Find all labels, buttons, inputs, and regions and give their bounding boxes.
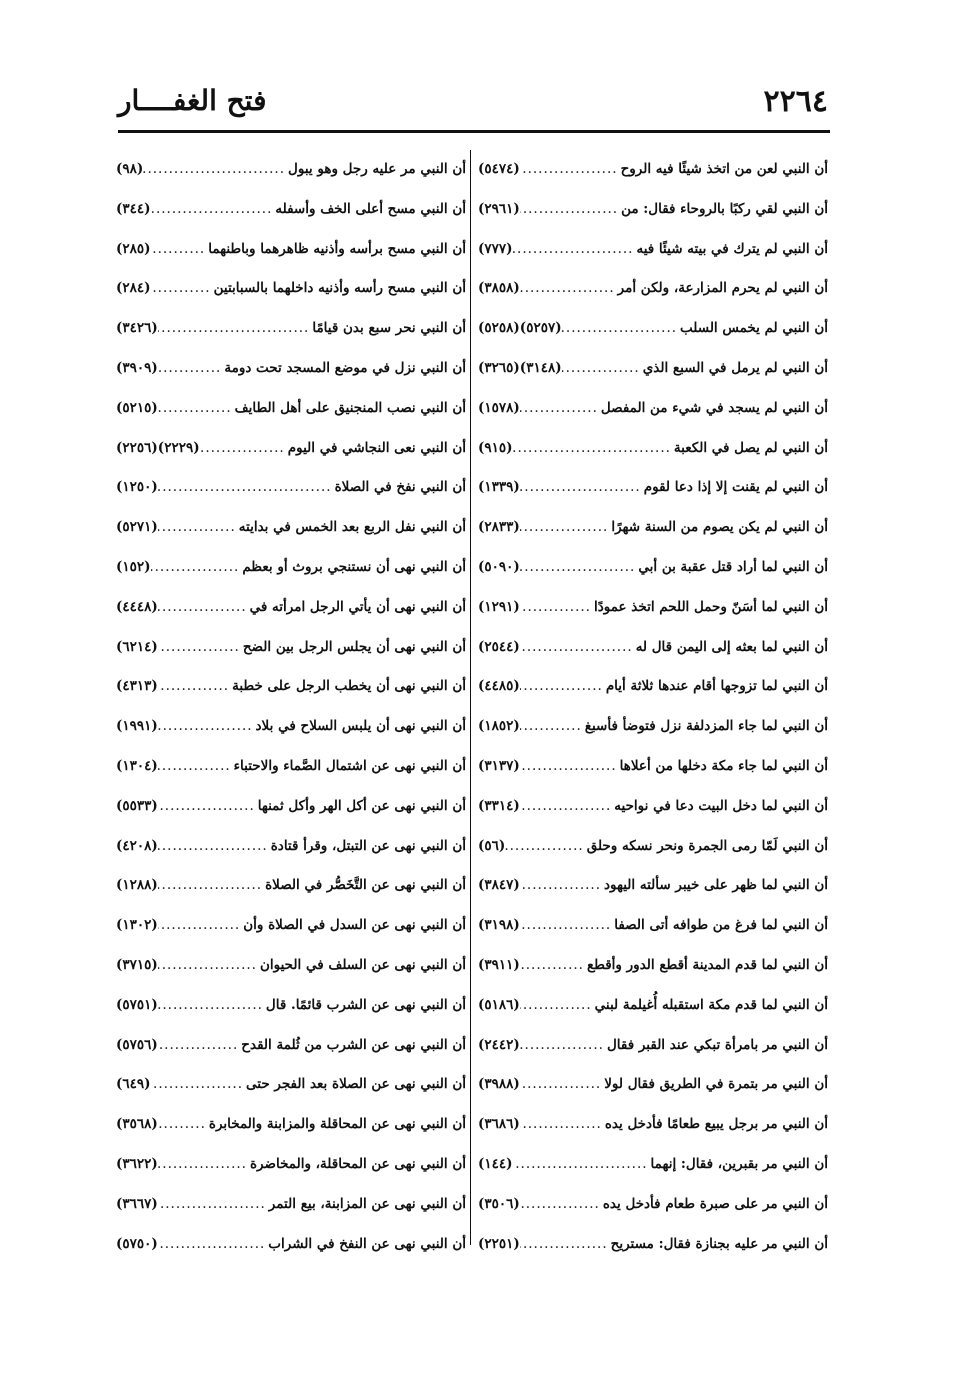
- page-number: ٢٢٦٤: [763, 84, 828, 119]
- leader-dots: [520, 468, 644, 508]
- entry-reference: (٣٨٤٧): [478, 877, 520, 894]
- entry-text: أن النبي نفل الربع بعد الخمس في بدايته: [238, 519, 466, 536]
- entry-text: أن النبي لم يرمل في السبع الذي: [642, 359, 828, 376]
- index-entry: [478, 588, 828, 628]
- entry-reference: (٥٧٥١): [116, 996, 158, 1013]
- entry-reference: (١٢٥٠): [116, 479, 158, 496]
- entry-reference: (٣٣١٤): [478, 797, 520, 814]
- index-entry: [116, 230, 466, 270]
- leader-dots: [158, 827, 271, 867]
- entry-text: أن النبي نهى عن الشرب من ثُلمة القدح: [241, 1036, 466, 1053]
- entry-reference: (١٥٧٨): [478, 399, 520, 416]
- index-entry: [116, 946, 466, 986]
- entry-reference: (٣٦٢٢): [116, 1155, 158, 1172]
- index-entry: [116, 389, 466, 429]
- leader-dots: [520, 588, 594, 628]
- leader-dots: [520, 389, 601, 429]
- entry-reference: (٥٧٥٦): [116, 1036, 158, 1053]
- leader-dots: [513, 429, 674, 469]
- entry-text: أن النبي لما أسَنّ وحمل اللحم اتخذ عمودًا: [593, 598, 828, 615]
- leader-dots: [158, 389, 235, 429]
- leader-dots: [158, 747, 234, 787]
- leader-dots: [562, 349, 643, 389]
- entry-reference: (٧٧٧): [478, 240, 513, 257]
- leader-dots: [158, 667, 232, 707]
- leader-dots: [520, 1105, 605, 1145]
- entry-reference: (١٣٠٤): [116, 757, 158, 774]
- index-entry: [116, 1145, 466, 1185]
- leader-dots: [520, 269, 618, 309]
- index-entry: [116, 827, 466, 867]
- entry-text: أن النبي نهى أن يلبس السلاح في بلاد: [255, 718, 466, 735]
- leader-dots: [520, 906, 614, 946]
- entry-text: أن النبي نهى عن المحاقلة والمزابنة والمخابرة: [208, 1116, 466, 1133]
- entry-text: أن النبي لقي ركبًا بالروحاء فقال: من: [621, 200, 828, 217]
- entry-reference: (٣٤٤): [116, 200, 151, 217]
- leader-dots: [151, 190, 276, 230]
- leader-dots: [520, 1026, 607, 1066]
- entry-text: أن النبي نهى أن يجلس الرجل بين الضح: [242, 638, 466, 655]
- index-entry: [478, 508, 828, 548]
- index-entry: [478, 1026, 828, 1066]
- index-entry: [478, 389, 828, 429]
- entry-text: أن النبي لما ظهر على خيبر سألته اليهود: [604, 877, 828, 894]
- entry-reference: (٣١٤٨)(٣٢٦٥): [478, 359, 562, 376]
- entry-reference: (٥٧٥٠): [116, 1235, 158, 1252]
- index-entry: [116, 1026, 466, 1066]
- index-entry: [116, 349, 466, 389]
- entry-text: أن النبي نهى عن التبتل، وقرأ قتادة: [270, 837, 466, 854]
- index-entry: [116, 1065, 466, 1105]
- entry-reference: (١٢٨٨): [116, 877, 158, 894]
- leader-dots: [158, 986, 266, 1026]
- entry-reference: (٣٨٥٨): [478, 280, 520, 297]
- entry-reference: (٣٩٨٨): [478, 1076, 520, 1093]
- entry-reference: (٣٥٠٦): [478, 1195, 520, 1212]
- index-entry: [478, 150, 828, 190]
- entry-text: أن النبي لم يحرم المزارعة، ولكن أمر: [617, 280, 828, 297]
- entry-reference: (٤٤٨٥): [478, 678, 520, 695]
- entry-text: أن النبي لما جاء مكة دخلها من أعلاها: [619, 757, 828, 774]
- entry-text: أن النبي لما أراد قتل عقبة بن أبي: [638, 558, 828, 575]
- leader-dots: [158, 468, 335, 508]
- entry-text: أن النبي نزل في موضع المسجد تحت دومة: [224, 359, 466, 376]
- index-entry: [478, 548, 828, 588]
- entry-text: أن النبي مر عليه بجنازة فقال: مستريح: [610, 1235, 828, 1252]
- index-entry: [478, 349, 828, 389]
- entry-reference: (٤٤٤٨): [116, 598, 158, 615]
- leader-dots: [520, 866, 604, 906]
- leader-dots: [520, 190, 621, 230]
- entry-text: أن النبي نهى عن اشتمال الصَّماء والاحتباء: [233, 757, 466, 774]
- index-entry: [116, 1225, 466, 1265]
- index-entry: [116, 309, 466, 349]
- entry-text: أن النبي لم يصل في الكعبة: [673, 439, 828, 456]
- entry-reference: (٢٨٣٣): [478, 519, 520, 536]
- page-header: [118, 80, 828, 130]
- index-entry: [116, 667, 466, 707]
- leader-dots: [520, 747, 620, 787]
- index-entry: [116, 468, 466, 508]
- index-entry: [116, 548, 466, 588]
- entry-reference: (٥٥٣٣): [116, 797, 158, 814]
- entry-reference: (٥١٨٦): [478, 996, 520, 1013]
- entry-text: أن النبي لما بعثه إلى اليمن قال له: [635, 638, 828, 655]
- book-title: فتح الغفــــار: [118, 84, 267, 117]
- entry-reference: (٦٤٩): [116, 1076, 151, 1093]
- index-entry: [116, 190, 466, 230]
- entry-reference: (٢٢٢٩)(٢٢٥٦): [116, 439, 200, 456]
- entry-text: أن النبي لم يخمس السلب: [680, 320, 828, 337]
- entry-reference: (٣٧١٥): [116, 956, 158, 973]
- entry-text: أن النبي نصب المنجنيق على أهل الطايف: [234, 399, 466, 416]
- entry-text: أن النبي نفخ في الصلاة: [334, 479, 466, 496]
- leader-dots: [151, 548, 243, 588]
- entry-text: أن النبي نهى أن يخطب الرجل على خطبة: [232, 678, 466, 695]
- entry-reference: (٣٩٠٩): [116, 359, 158, 376]
- index-column-right: [478, 150, 828, 1264]
- leader-dots: [158, 628, 243, 668]
- entry-text: أن النبي نهى عن التَّخَصُّر في الصلاة: [265, 877, 466, 894]
- entry-text: أن النبي لم يقنت إلا إذا دعا لقوم: [643, 479, 828, 496]
- leader-dots: [158, 1225, 269, 1265]
- entry-reference: (١٢٩١): [478, 598, 520, 615]
- entry-reference: (٢٤٤٢): [478, 1036, 520, 1053]
- entry-text: أن النبي مسح رأسه وأذنيه داخلهما بالسبابتين: [213, 280, 466, 297]
- entry-reference: (٥٢٥٧)(٥٢٥٨): [478, 320, 562, 337]
- entry-text: أن النبي مسح أعلى الخف وأسفله: [275, 200, 466, 217]
- entry-reference: (٢٨٥): [116, 240, 151, 257]
- entry-reference: (٣٦٨٦): [478, 1116, 520, 1133]
- leader-dots: [200, 429, 288, 469]
- leader-dots: [520, 787, 614, 827]
- leader-dots: [520, 1065, 604, 1105]
- entry-text: أن النبي مر عليه رجل وهو يبول: [288, 161, 466, 177]
- leader-dots: [520, 986, 595, 1026]
- index-entry: [478, 309, 828, 349]
- index-entry: [116, 508, 466, 548]
- index-entry: [478, 946, 828, 986]
- index-entry: [478, 667, 828, 707]
- entry-text: أن النبي نهى عن المحاقلة، والمخاضرة: [249, 1155, 466, 1172]
- entry-text: أن النبي لم يترك في بيته شيئًا فيه: [636, 240, 828, 257]
- entry-reference: (١٨٥٢): [478, 718, 520, 735]
- entry-text: أن النبي لَمّا رمى الجمرة ونحر نسكه وحلق: [586, 837, 828, 854]
- entry-text: أن النبي لما فرغ من طوافه أتى الصفا: [614, 917, 828, 934]
- index-entry: [478, 866, 828, 906]
- leader-dots: [158, 349, 225, 389]
- index-entry: [478, 787, 828, 827]
- entry-text: أن النبي نهى عن المزابنة، بيع التمر: [268, 1195, 466, 1212]
- index-entry: [478, 1065, 828, 1105]
- index-entry: [478, 468, 828, 508]
- entry-reference: (٥٦): [478, 837, 506, 854]
- entry-text: أن النبي نهى عن الشرب قائمًا. قال: [265, 996, 466, 1013]
- entry-text: أن النبي نهى عن النفخ في الشراب: [268, 1235, 466, 1252]
- entry-reference: (٩١٥): [478, 439, 513, 456]
- entry-reference: (٣١٣٧): [478, 757, 520, 774]
- index-entry: [116, 986, 466, 1026]
- entry-reference: (٤٢٠٨): [116, 837, 158, 854]
- entry-reference: (٥٢١٥): [116, 399, 158, 416]
- index-entry: [478, 1105, 828, 1145]
- leader-dots: [151, 230, 209, 270]
- entry-reference: (١٣٠٢): [116, 917, 158, 934]
- index-entry: [116, 866, 466, 906]
- index-entry: [478, 1225, 828, 1265]
- index-entry: [478, 986, 828, 1026]
- index-entry: [116, 1105, 466, 1145]
- entry-text: أن النبي نحر سبع بدن قيامًا: [312, 320, 466, 337]
- index-entry: [116, 707, 466, 747]
- index-entry: [478, 230, 828, 270]
- entry-text: أن النبي لم يسجد في شيء من المفصل: [600, 399, 828, 416]
- index-entry: [478, 906, 828, 946]
- index-entry: [478, 429, 828, 469]
- entry-text: أن النبي مسح برأسه وأذنيه ظاهرهما وباطنهما: [208, 240, 466, 257]
- entry-text: أن النبي نهى عن أكل الهر وأكل ثمنها: [257, 797, 466, 814]
- leader-dots: [158, 309, 313, 349]
- entry-text: أن النبي مر على صبرة طعام فأدخل يده: [602, 1195, 828, 1212]
- entry-reference: (١٩٩١): [116, 718, 158, 735]
- index-entry: [116, 787, 466, 827]
- leader-dots: [158, 1026, 241, 1066]
- leader-dots: [158, 906, 243, 946]
- index-entry: [478, 827, 828, 867]
- leader-dots: [158, 866, 265, 906]
- column-divider: [470, 150, 471, 1245]
- entry-reference: (٢٨٤): [116, 280, 151, 297]
- entry-text: أن النبي نهى أن يأتي الرجل امرأته في: [249, 598, 466, 615]
- index-entry: [116, 150, 466, 190]
- entry-reference: (٩٨): [116, 161, 144, 177]
- leader-dots: [520, 1225, 611, 1265]
- leader-dots: [158, 787, 258, 827]
- entry-text: أن النبي مر بتمرة في الطريق فقال لولا: [604, 1076, 828, 1093]
- leader-dots: [158, 1185, 269, 1225]
- leader-dots: [158, 508, 239, 548]
- entry-reference: (٣٩١١): [478, 956, 520, 973]
- leader-dots: [562, 309, 680, 349]
- entry-reference: (٦٢١٤): [116, 638, 158, 655]
- entry-reference: (٤٣١٣): [116, 678, 158, 695]
- entry-reference: (٣٥٦٨): [116, 1116, 158, 1133]
- leader-dots: [520, 1185, 603, 1225]
- index-entry: [116, 1185, 466, 1225]
- entry-text: أن النبي نعى النجاشي في اليوم: [287, 439, 466, 456]
- entry-reference: (٥٤٧٤): [478, 161, 520, 177]
- leader-dots: [520, 628, 636, 668]
- entry-reference: (٣٦٦٧): [116, 1195, 158, 1212]
- index-entry: [116, 628, 466, 668]
- index-entry: [116, 747, 466, 787]
- entry-text: أن النبي لما دخل البيت دعا في نواحيه: [614, 797, 828, 814]
- leader-dots: [143, 150, 288, 190]
- entry-text: أن النبي نهى عن السدل في الصلاة وأن: [243, 917, 466, 934]
- leader-dots: [158, 707, 256, 747]
- leader-dots: [520, 508, 612, 548]
- leader-dots: [158, 1105, 209, 1145]
- leader-dots: [513, 230, 637, 270]
- entry-text: أن النبي لما قدم المدينة أقطع الدور وأقطع: [586, 956, 828, 973]
- index-entry: [116, 429, 466, 469]
- entry-reference: (٢٩٦١): [478, 200, 520, 217]
- entry-reference: (٣١٩٨): [478, 917, 520, 934]
- leader-dots: [520, 946, 587, 986]
- entry-text: أن النبي نهى أن نستنجي بروث أو بعظم: [242, 558, 466, 575]
- entry-text: أن النبي لما جاء المزدلفة نزل فتوضأ فأسبغ: [584, 718, 828, 735]
- index-entry: [116, 269, 466, 309]
- entry-text: أن النبي مر بقبرين، فقال: إنهما: [650, 1155, 828, 1172]
- index-entry: [478, 190, 828, 230]
- entry-reference: (٢٢٥١): [478, 1235, 520, 1252]
- index-entry: [478, 269, 828, 309]
- header-rule: [118, 130, 830, 133]
- leader-dots: [158, 1145, 250, 1185]
- leader-dots: [513, 1145, 651, 1185]
- entry-reference: (٥٢٧١): [116, 519, 158, 536]
- leader-dots: [520, 707, 585, 747]
- leader-dots: [151, 1065, 246, 1105]
- leader-dots: [158, 946, 260, 986]
- entry-reference: (١٣٣٩): [478, 479, 520, 496]
- leader-dots: [520, 667, 606, 707]
- entry-reference: (٣٤٢٦): [116, 320, 158, 337]
- entry-text: أن النبي مر برجل يبيع طعامًا فأدخل يده: [604, 1116, 828, 1133]
- index-entry: [116, 906, 466, 946]
- index-entry: [478, 707, 828, 747]
- entry-text: أن النبي لما قدم مكة استقبله أُغيلمة لبني: [594, 996, 828, 1013]
- entry-reference: (١٥٢): [116, 558, 151, 575]
- entry-text: أن النبي مر بامرأة تبكي عند القبر فقال: [606, 1036, 828, 1053]
- leader-dots: [151, 269, 214, 309]
- index-entry: [478, 1145, 828, 1185]
- index-entry: [478, 747, 828, 787]
- leader-dots: [520, 150, 621, 190]
- entry-reference: (١٤٤): [478, 1155, 513, 1172]
- leader-dots: [158, 588, 250, 628]
- entry-reference: (٥٠٩٠): [478, 558, 520, 575]
- leader-dots: [505, 827, 586, 867]
- entry-reference: (٢٥٤٤): [478, 638, 520, 655]
- entry-text: أن النبي لما تزوجها أقام عندها ثلاثة أيام: [605, 678, 828, 695]
- index-entry: [478, 1185, 828, 1225]
- index-entry: [478, 628, 828, 668]
- index-column-left: [116, 150, 466, 1264]
- leader-dots: [520, 548, 639, 588]
- entry-text: أن النبي لعن من اتخذ شيئًا فيه الروح: [620, 161, 828, 177]
- entry-text: أن النبي لم يكن يصوم من السنة شهرًا: [611, 519, 828, 536]
- entry-text: أن النبي نهى عن السلف في الحيوان: [259, 956, 466, 973]
- index-entry: [116, 588, 466, 628]
- entry-text: أن النبي نهى عن الصلاة بعد الفجر حتى: [246, 1076, 466, 1093]
